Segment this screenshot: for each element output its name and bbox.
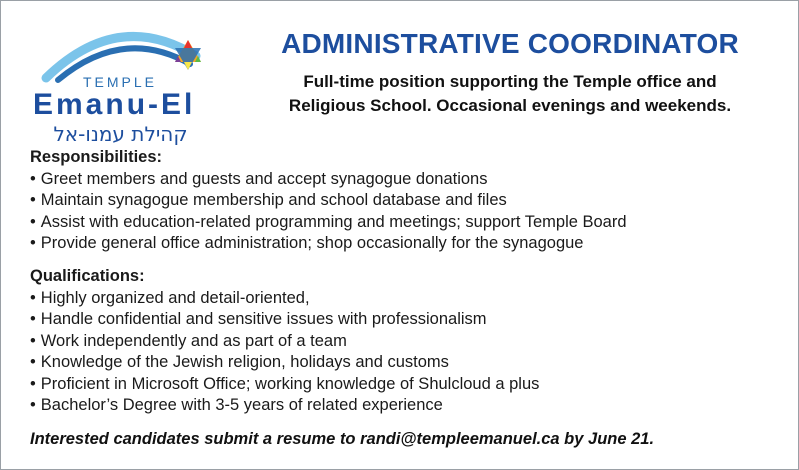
list-item: • Work independently and as part of a team bbox=[30, 331, 539, 353]
logo-name-text: Emanu-El bbox=[33, 88, 196, 121]
application-instructions: Interested candidates submit a resume to randi@templeemanuel.ca by June 21. bbox=[30, 430, 655, 448]
subtitle-line-1: Full-time position supporting the Temple office and bbox=[303, 72, 717, 91]
qualifications-section bbox=[30, 266, 539, 417]
responsibilities-list bbox=[30, 169, 627, 255]
temple-logo bbox=[28, 16, 228, 146]
job-title: ADMINISTRATIVE COORDINATOR bbox=[281, 28, 739, 59]
logo-hebrew-text: קהילת עמנו-אל bbox=[53, 122, 188, 146]
job-subtitle bbox=[240, 70, 780, 118]
star-of-david-icon bbox=[171, 38, 205, 72]
responsibilities-heading: Responsibilities: bbox=[30, 148, 163, 166]
subtitle-line-2: Religious School. Occasional evenings and weekends. bbox=[288, 96, 732, 115]
list-item: • Handle confidential and sensitive issues with professionalism bbox=[30, 309, 539, 331]
list-item: • Greet members and guests and accept synagogue donations bbox=[30, 169, 627, 191]
qualifications-list bbox=[30, 288, 539, 417]
logo-temple-text: TEMPLE bbox=[83, 74, 158, 90]
list-item: • Knowledge of the Jewish religion, holidays and customs bbox=[30, 352, 539, 374]
list-item: • Provide general office administration; shop occasionally for the synagogue bbox=[30, 233, 627, 255]
responsibilities-section bbox=[30, 147, 627, 255]
qualifications-heading: Qualifications: bbox=[30, 267, 145, 285]
list-item: • Maintain synagogue membership and school database and files bbox=[30, 190, 627, 212]
list-item: • Highly organized and detail-oriented, bbox=[30, 288, 539, 310]
list-item: • Bachelor’s Degree with 3-5 years of related experience bbox=[30, 395, 539, 417]
list-item: • Assist with education-related programming and meetings; support Temple Board bbox=[30, 212, 627, 234]
list-item: • Proficient in Microsoft Office; working knowledge of Shulcloud a plus bbox=[30, 374, 539, 396]
